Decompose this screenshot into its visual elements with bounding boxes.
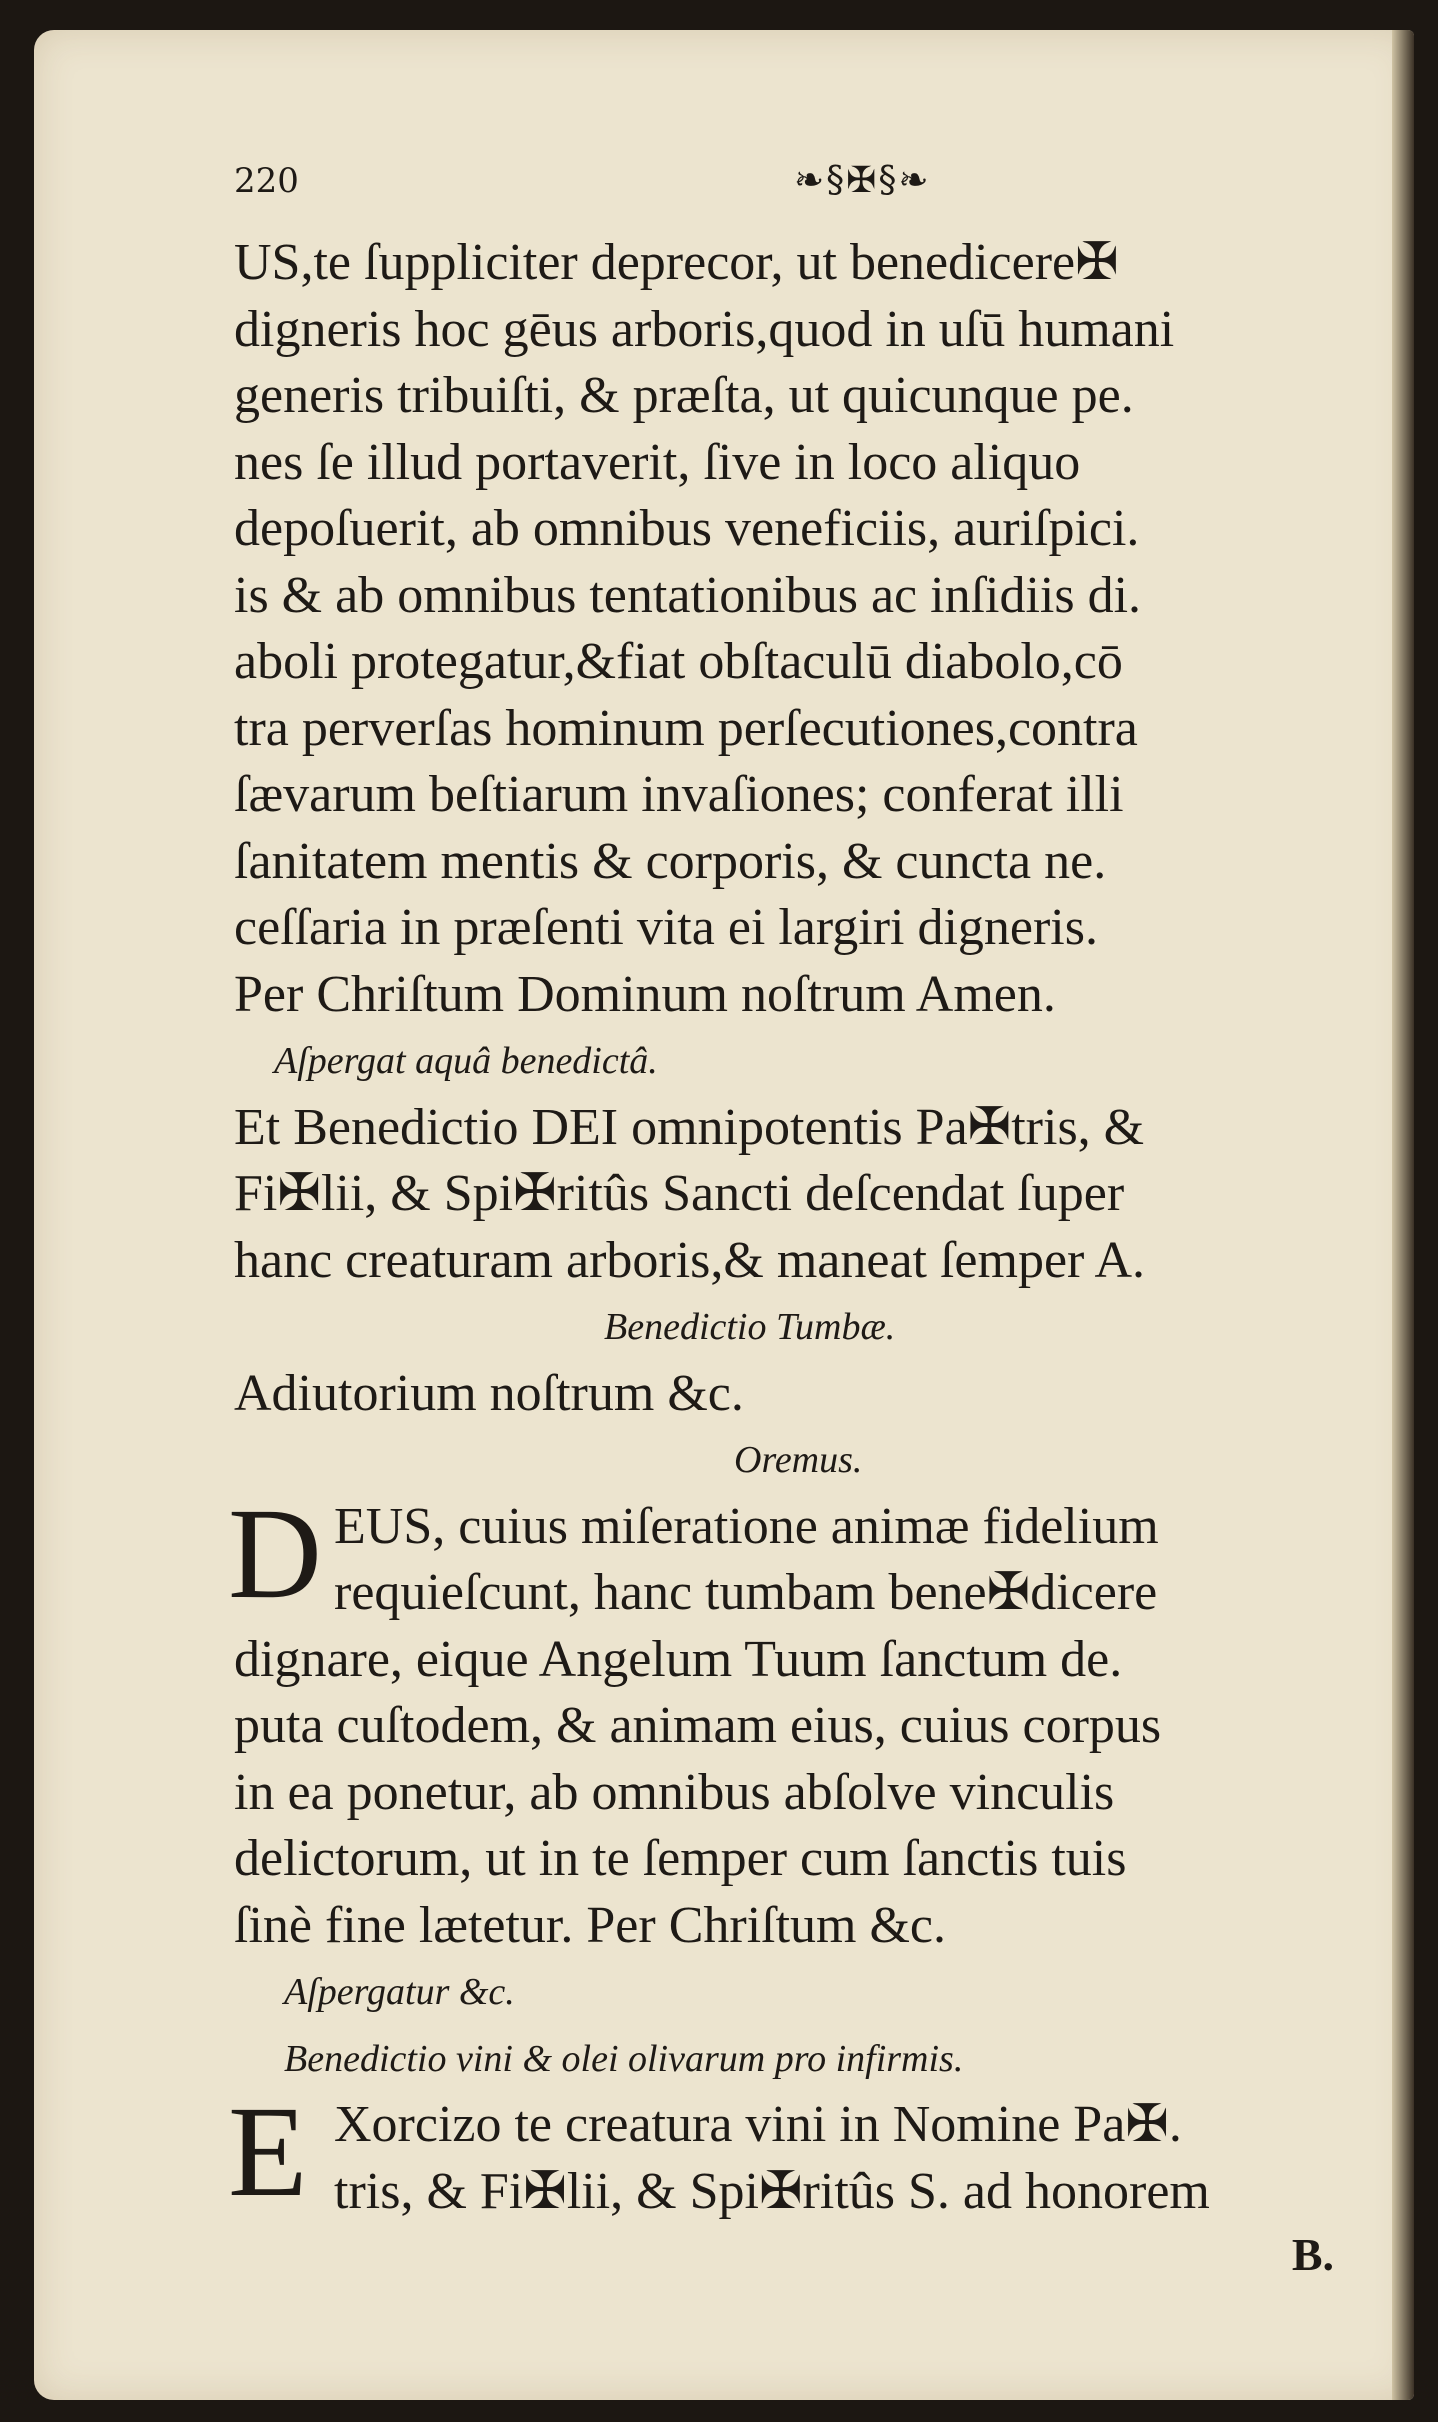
text-line: is & ab omnibus tentationibus ac inſidiis di. (234, 566, 1142, 624)
paragraph-deus (228, 1481, 1404, 1960)
text-line: Et Benedictio DEI omnipotentis Pa✠tris, & (234, 1098, 1145, 1156)
rubric-aspergat: Aſpergat aquâ benedictâ. (274, 1040, 658, 1082)
text-line: digneris hoc gēus arboris,quod in uſū humani (234, 300, 1175, 358)
text-line: Per Chriſtum Dominum noſtrum Amen. (234, 965, 1056, 1023)
paragraph-exorcizo (228, 2080, 1404, 2225)
rubric-aspergatur: Aſpergatur &c. (284, 1971, 515, 2013)
text-line: ſanitatem mentis & corporis, & cuncta ne. (234, 832, 1107, 890)
dropcap-letter: D (228, 1481, 322, 1626)
oremus-heading: Oremus. (734, 1439, 863, 1481)
text-block (228, 160, 1404, 2285)
text-line: delictorum, ut in te ſemper cum ſanctis tuis (234, 1830, 1127, 1887)
text-line: Xorcizo te creatura vini in Nomine Pa✠. (334, 2096, 1182, 2153)
text-line: ſinè fine lætetur. Per Chriſtum &c. (234, 1896, 947, 1954)
catchword: B. (1291, 2229, 1334, 2280)
text-line: requieſcunt, hanc tumbam bene✠dicere (334, 1564, 1158, 1621)
text-line: generis tribuiſti, & præſta, ut quicunque pe. (234, 367, 1134, 424)
text-line: ſævarum beſtiarum invaſiones; conferat illi (234, 766, 1124, 823)
text-line: nes ſe illud portaverit, ſive in loco aliquo (234, 433, 1081, 491)
dropcap-letter: E (228, 2080, 308, 2224)
text-line: tra perverſas hominum perſecutiones,contra (234, 699, 1138, 757)
text-line: aboli protegatur,&fiat obſtaculū diabolo,cō (234, 633, 1123, 690)
page-number: 220 (234, 161, 299, 201)
text-line: in ea ponetur, ab omnibus abſolve vinculis (234, 1763, 1115, 1821)
adiutorium-line: Adiutorium noſtrum &c. (234, 1364, 744, 1422)
text-line: Fi✠lii, & Spi✠ritûs Sancti deſcendat ſuper (234, 1165, 1125, 1222)
text-line: depoſuerit, ab omnibus veneficiis, auriſpici. (234, 500, 1140, 557)
book-page (34, 30, 1414, 2400)
rubric-benedictio-vini: Benedictio vini & olei olivarum pro infirmis. (284, 2037, 964, 2080)
running-header (234, 160, 1404, 230)
paragraph-blessing-tree (234, 230, 1404, 1028)
text-line: hanc creaturam arboris,& maneat ſemper A. (234, 1231, 1146, 1289)
text-line: tris, & Fi✠lii, & Spi✠ritûs S. ad honorem (334, 2162, 1210, 2220)
paragraph-benediction (234, 1095, 1404, 1295)
text-line: EUS, cuius miſeratione animæ fidelium (334, 1497, 1159, 1555)
text-line: dignare, eique Angelum Tuum ſanctum de. (234, 1630, 1123, 1688)
text-line: ceſſaria in præſenti vita ei largiri digneris. (234, 899, 1098, 956)
rubric-benedictio-tumbae: Benedictio Tumbæ. (604, 1306, 896, 1348)
header-ornament: ❧§✠§❧ (794, 160, 931, 201)
text-line: puta cuſtodem, & animam eius, cuius corpus (234, 1697, 1162, 1754)
text-line: US,te ſuppliciter deprecor, ut benedicere✠ (234, 234, 1119, 291)
